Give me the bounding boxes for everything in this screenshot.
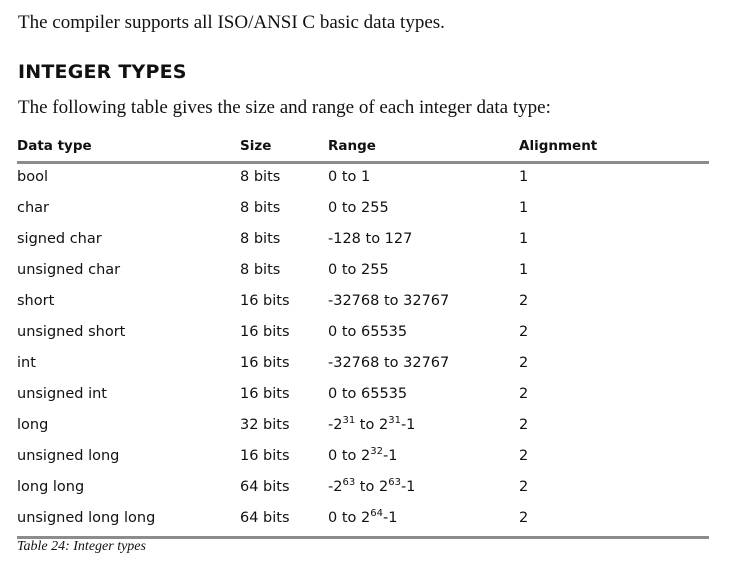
header-size: Size [240, 138, 272, 154]
range-text: 0 to 1 [328, 169, 371, 185]
cell-size: 16 bits [240, 448, 290, 464]
intro-paragraph: The compiler supports all ISO/ANSI C basic data types. [18, 12, 445, 33]
table-row [17, 350, 709, 381]
range-text: 0 to 65535 [328, 386, 408, 402]
cell-alignment: 2 [519, 293, 529, 309]
table-row [17, 412, 709, 443]
range-text: 0 to 2 [328, 448, 371, 464]
cell-data-type: unsigned char [17, 262, 121, 278]
range-exponent: 32 [370, 446, 383, 457]
cell-size: 16 bits [240, 355, 290, 371]
cell-alignment: 2 [519, 324, 529, 340]
cell-data-type: signed char [17, 231, 102, 247]
cell-data-type: unsigned long [17, 448, 120, 464]
cell-data-type: unsigned short [17, 324, 126, 340]
cell-range [328, 231, 412, 247]
header-range: Range [328, 138, 376, 154]
cell-range [328, 510, 397, 526]
cell-range [328, 293, 449, 309]
cell-size: 16 bits [240, 386, 290, 402]
table-row [17, 164, 709, 195]
range-text: -2 [328, 417, 343, 433]
cell-data-type: char [17, 200, 50, 216]
table-header-row [17, 134, 709, 164]
table-row [17, 319, 709, 350]
cell-alignment: 2 [519, 355, 529, 371]
table-row [17, 257, 709, 288]
cell-alignment: 2 [519, 448, 529, 464]
table-row [17, 443, 709, 474]
cell-size: 32 bits [240, 417, 290, 433]
cell-size: 8 bits [240, 262, 281, 278]
range-text: -1 [400, 479, 416, 495]
lead-paragraph: The following table gives the size and range of each integer data type: [18, 97, 551, 118]
cell-data-type: long [17, 417, 49, 433]
cell-size: 16 bits [240, 324, 290, 340]
cell-range [328, 169, 370, 185]
table-row [17, 195, 709, 226]
table-caption: Table 24: Integer types [17, 539, 146, 554]
cell-size: 64 bits [240, 510, 290, 526]
cell-range [328, 386, 407, 402]
cell-data-type: unsigned long long [17, 510, 156, 526]
cell-size: 64 bits [240, 479, 290, 495]
range-text: 0 to 255 [328, 200, 389, 216]
cell-range [328, 479, 415, 495]
cell-alignment: 2 [519, 417, 529, 433]
cell-alignment: 1 [519, 262, 529, 278]
range-text: -1 [382, 448, 398, 464]
integer-types-table [17, 134, 709, 539]
cell-data-type: unsigned int [17, 386, 107, 402]
cell-alignment: 2 [519, 510, 529, 526]
range-text: -32768 to 32767 [328, 293, 450, 309]
cell-range [328, 324, 407, 340]
cell-data-type: long long [17, 479, 85, 495]
cell-alignment: 2 [519, 386, 529, 402]
cell-range [328, 262, 389, 278]
cell-data-type: bool [17, 169, 48, 185]
cell-size: 8 bits [240, 169, 281, 185]
range-exponent: 31 [342, 415, 356, 426]
range-exponent: 63 [388, 477, 401, 488]
range-exponent: 64 [370, 508, 383, 519]
cell-alignment: 1 [519, 200, 529, 216]
range-text: -128 to 127 [328, 231, 413, 247]
range-text: to 2 [355, 479, 389, 495]
table-body [17, 164, 709, 536]
cell-alignment: 2 [519, 479, 529, 495]
table-row [17, 288, 709, 319]
range-text: 0 to 255 [328, 262, 389, 278]
table-row [17, 381, 709, 412]
range-text: -32768 to 32767 [328, 355, 450, 371]
header-alignment: Alignment [519, 138, 598, 154]
range-text: 0 to 2 [328, 510, 371, 526]
cell-alignment: 1 [519, 169, 529, 185]
table-row [17, 505, 709, 536]
range-text: -1 [382, 510, 398, 526]
table-row [17, 474, 709, 505]
range-text: 0 to 65535 [328, 324, 408, 340]
cell-size: 8 bits [240, 231, 281, 247]
cell-alignment: 1 [519, 231, 529, 247]
section-heading: INTEGER TYPES [18, 61, 187, 83]
range-text: -2 [328, 479, 343, 495]
range-exponent: 63 [342, 477, 356, 488]
cell-range [328, 448, 397, 464]
cell-range [328, 355, 449, 371]
cell-range [328, 200, 389, 216]
cell-data-type: int [17, 355, 36, 371]
cell-range [328, 417, 415, 433]
range-text: to 2 [355, 417, 389, 433]
cell-size: 16 bits [240, 293, 290, 309]
range-exponent: 31 [388, 415, 401, 426]
range-text: -1 [400, 417, 416, 433]
cell-data-type: short [17, 293, 55, 309]
table-row [17, 226, 709, 257]
cell-size: 8 bits [240, 200, 281, 216]
header-data-type: Data type [17, 138, 92, 154]
